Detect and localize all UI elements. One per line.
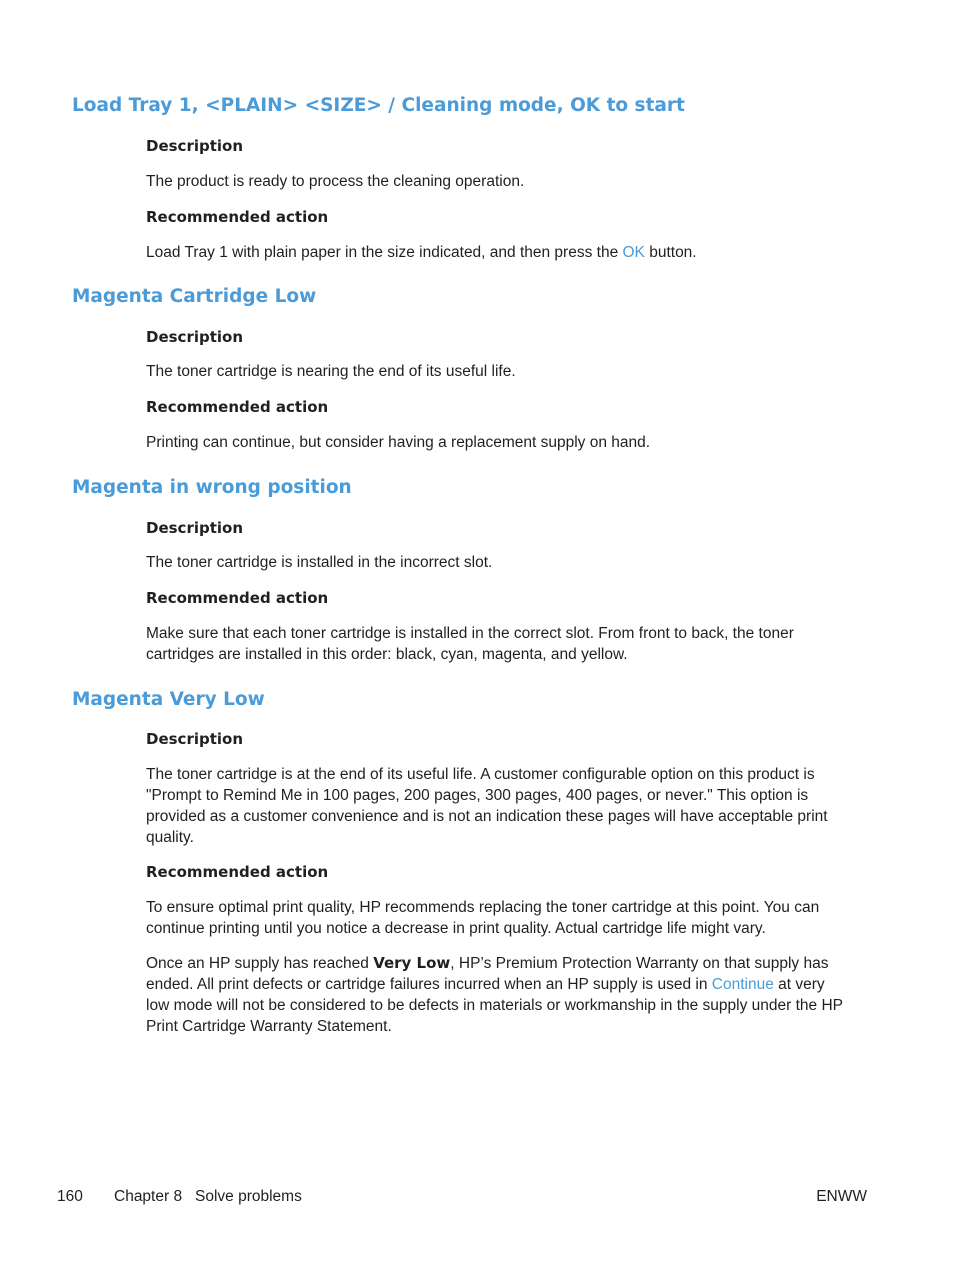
description-label: Description — [146, 730, 244, 748]
ok-link[interactable]: OK — [622, 244, 645, 261]
recommended-action-label: Recommended action — [146, 208, 329, 226]
description-label: Description — [146, 137, 244, 155]
description-text: The toner cartridge is nearing the end of its useful life. — [146, 363, 516, 380]
description-label: Description — [146, 519, 244, 537]
page-number: 160 — [57, 1188, 83, 1205]
description-text: The product is ready to process the cleaning operation. — [146, 173, 525, 190]
very-low-bold: Very Low — [373, 954, 451, 972]
warranty-text-after: at very low mode will not be considered to be defects in materials or workmanship in the supply under the HP Print Cartridge Warranty Statement. — [146, 976, 843, 1035]
description-text: The toner cartridge is at the end of its useful life. A customer configurable option on this product is "Prompt to Remind Me in 100 pages, 200 pages, 300 pages, 400 pages, or never." This option is provided as a customer convenience and is not an indication these pages will have acceptable print quality. — [146, 766, 828, 846]
recommended-action-label: Recommended action — [146, 398, 329, 416]
action-text-before: Load Tray 1 with plain paper in the size indicated, and then press the — [146, 244, 623, 261]
recommended-action-text: Printing can continue, but consider having a replacement supply on hand. — [146, 434, 651, 451]
recommended-action-label: Recommended action — [146, 589, 329, 607]
section-heading-magenta-wrong-position: Magenta in wrong position — [72, 477, 352, 498]
section-heading-load-tray: Load Tray 1, <PLAIN> <SIZE> / Cleaning mode, OK to start — [72, 95, 685, 116]
warranty-text-middle: , HP’s Premium Protection Warranty on that supply has ended. All print defects or cartridge failures incurred when an HP supply is used in — [146, 955, 829, 993]
recommended-action-text: To ensure optimal print quality, HP recommends replacing the toner cartridge at this point. You can continue printing until you notice a decrease in print quality. Actual cartridge life might vary. — [146, 899, 820, 937]
warranty-paragraph — [146, 953, 848, 1037]
continue-link[interactable]: Continue — [711, 976, 774, 993]
action-text-after: button. — [644, 244, 697, 261]
recommended-action-text — [146, 242, 848, 263]
chapter-title: Chapter 8 Solve problems — [114, 1188, 302, 1205]
warranty-text-before: Once an HP supply has reached — [146, 955, 374, 972]
description-text: The toner cartridge is installed in the incorrect slot. — [146, 554, 493, 571]
section-heading-magenta-very-low: Magenta Very Low — [72, 689, 265, 710]
section-heading-magenta-cartridge-low: Magenta Cartridge Low — [72, 286, 317, 307]
footer-enww: ENWW — [816, 1188, 867, 1205]
recommended-action-text: Make sure that each toner cartridge is installed in the correct slot. From front to back, the toner cartridges are installed in this order: black, cyan, magenta, and yellow. — [146, 625, 794, 663]
recommended-action-label: Recommended action — [146, 863, 329, 881]
description-label: Description — [146, 328, 244, 346]
